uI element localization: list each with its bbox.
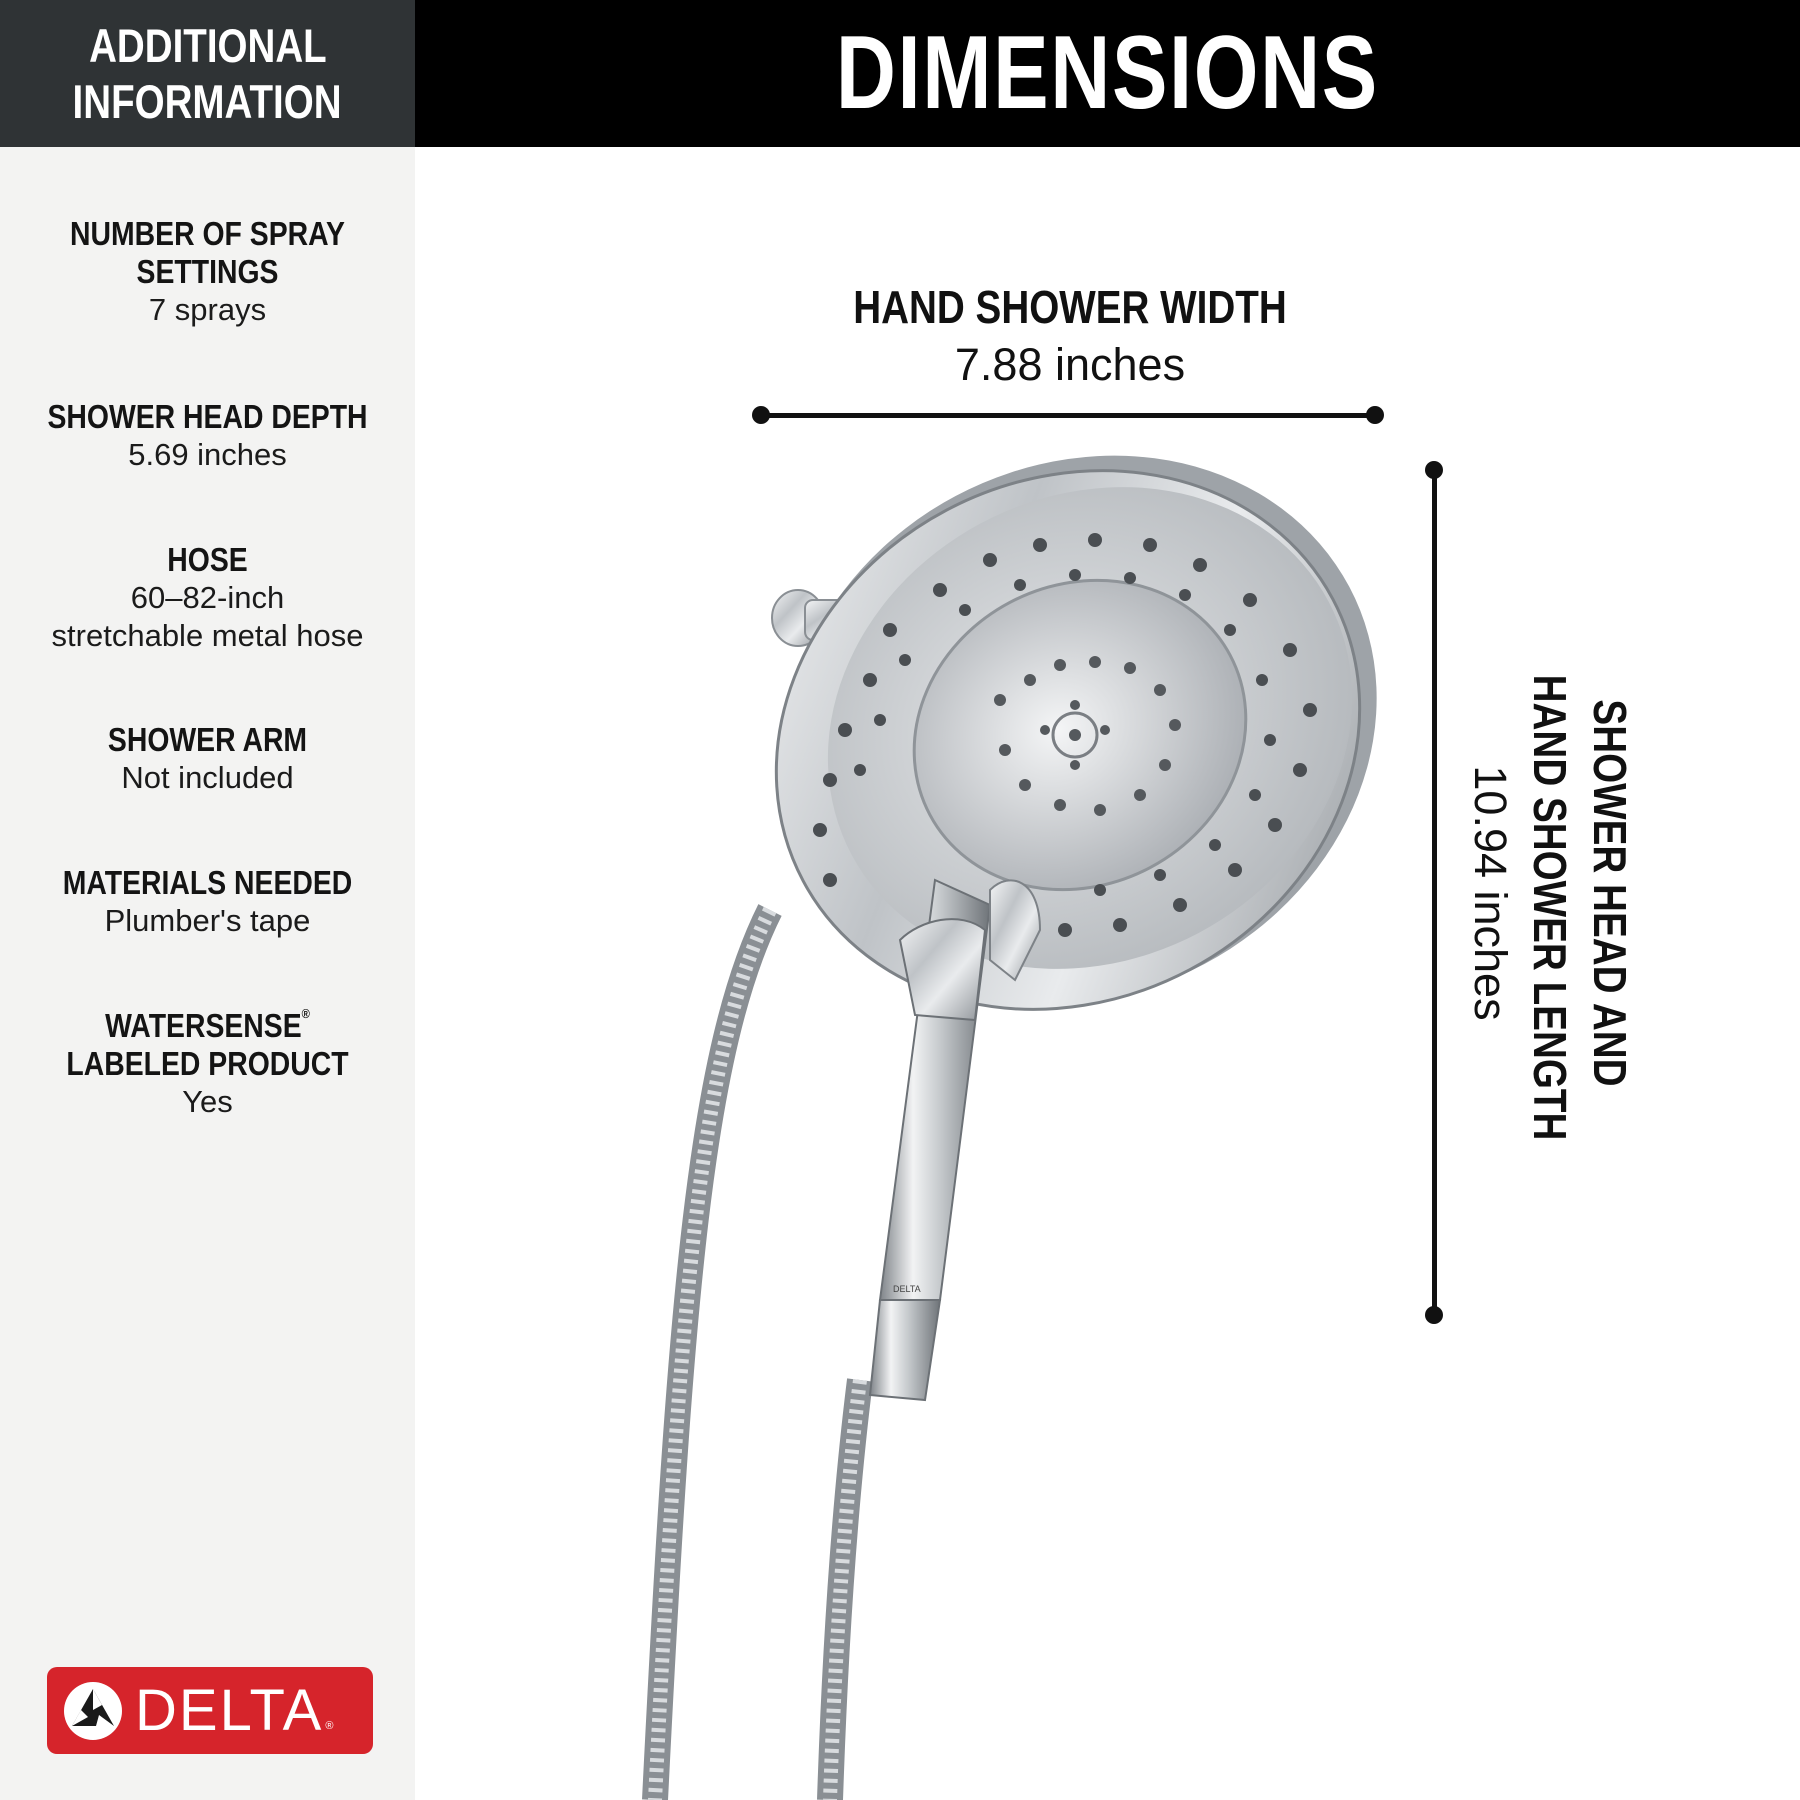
width-value: 7.88 inches (954, 339, 1186, 390)
spec-value: Not included (121, 760, 294, 795)
spec-value: Yes (182, 1084, 233, 1119)
spec-title: NUMBER OF SPRAY (70, 215, 345, 252)
spec-title: SHOWER HEAD DEPTH (47, 398, 368, 435)
sidebar-header-line2: INFORMATION (72, 74, 343, 128)
spec-value: 7 sprays (148, 292, 267, 327)
length-title: SHOWER HEAD AND (1584, 699, 1636, 1087)
dimension-endpoint (1425, 1306, 1443, 1324)
length-value: 10.94 inches (1465, 765, 1516, 1021)
width-title: HAND SHOWER WIDTH (853, 281, 1287, 333)
sidebar-header-line1: ADDITIONAL (88, 18, 327, 72)
dimension-endpoint (1425, 461, 1443, 479)
spec-title: SHOWER ARM (107, 721, 308, 758)
spec-title-text: WATERSENSE (105, 1007, 302, 1044)
length-title: HAND SHOWER LENGTH (1524, 674, 1576, 1141)
dimension-endpoint (752, 406, 770, 424)
width-dimension-line (761, 413, 1375, 418)
spec-value: stretchable metal hose (51, 618, 364, 653)
logo-registered-mark: ® (325, 1720, 334, 1732)
width-dimension-label (760, 278, 1380, 394)
spec-title: SETTINGS (136, 253, 279, 290)
dimension-endpoint (1366, 406, 1384, 424)
handle-engraving: DELTA (893, 1284, 921, 1294)
spec-value: 60–82-inch (130, 580, 285, 615)
spec-title: HOSE (167, 541, 248, 578)
logo-wordmark: DELTA (135, 1678, 324, 1743)
spec-value: 5.69 inches (128, 437, 287, 472)
metal-hose (655, 910, 860, 1800)
spec-title: LABELED PRODUCT (66, 1045, 349, 1082)
spec-title: MATERIALS NEEDED (62, 864, 353, 901)
registered-mark: ® (301, 1006, 310, 1021)
spec-value: Plumber's tape (104, 903, 311, 938)
page-title: DIMENSIONS (835, 15, 1379, 131)
length-dimension-label (1465, 633, 1640, 1153)
length-dimension-line (1432, 470, 1437, 1316)
